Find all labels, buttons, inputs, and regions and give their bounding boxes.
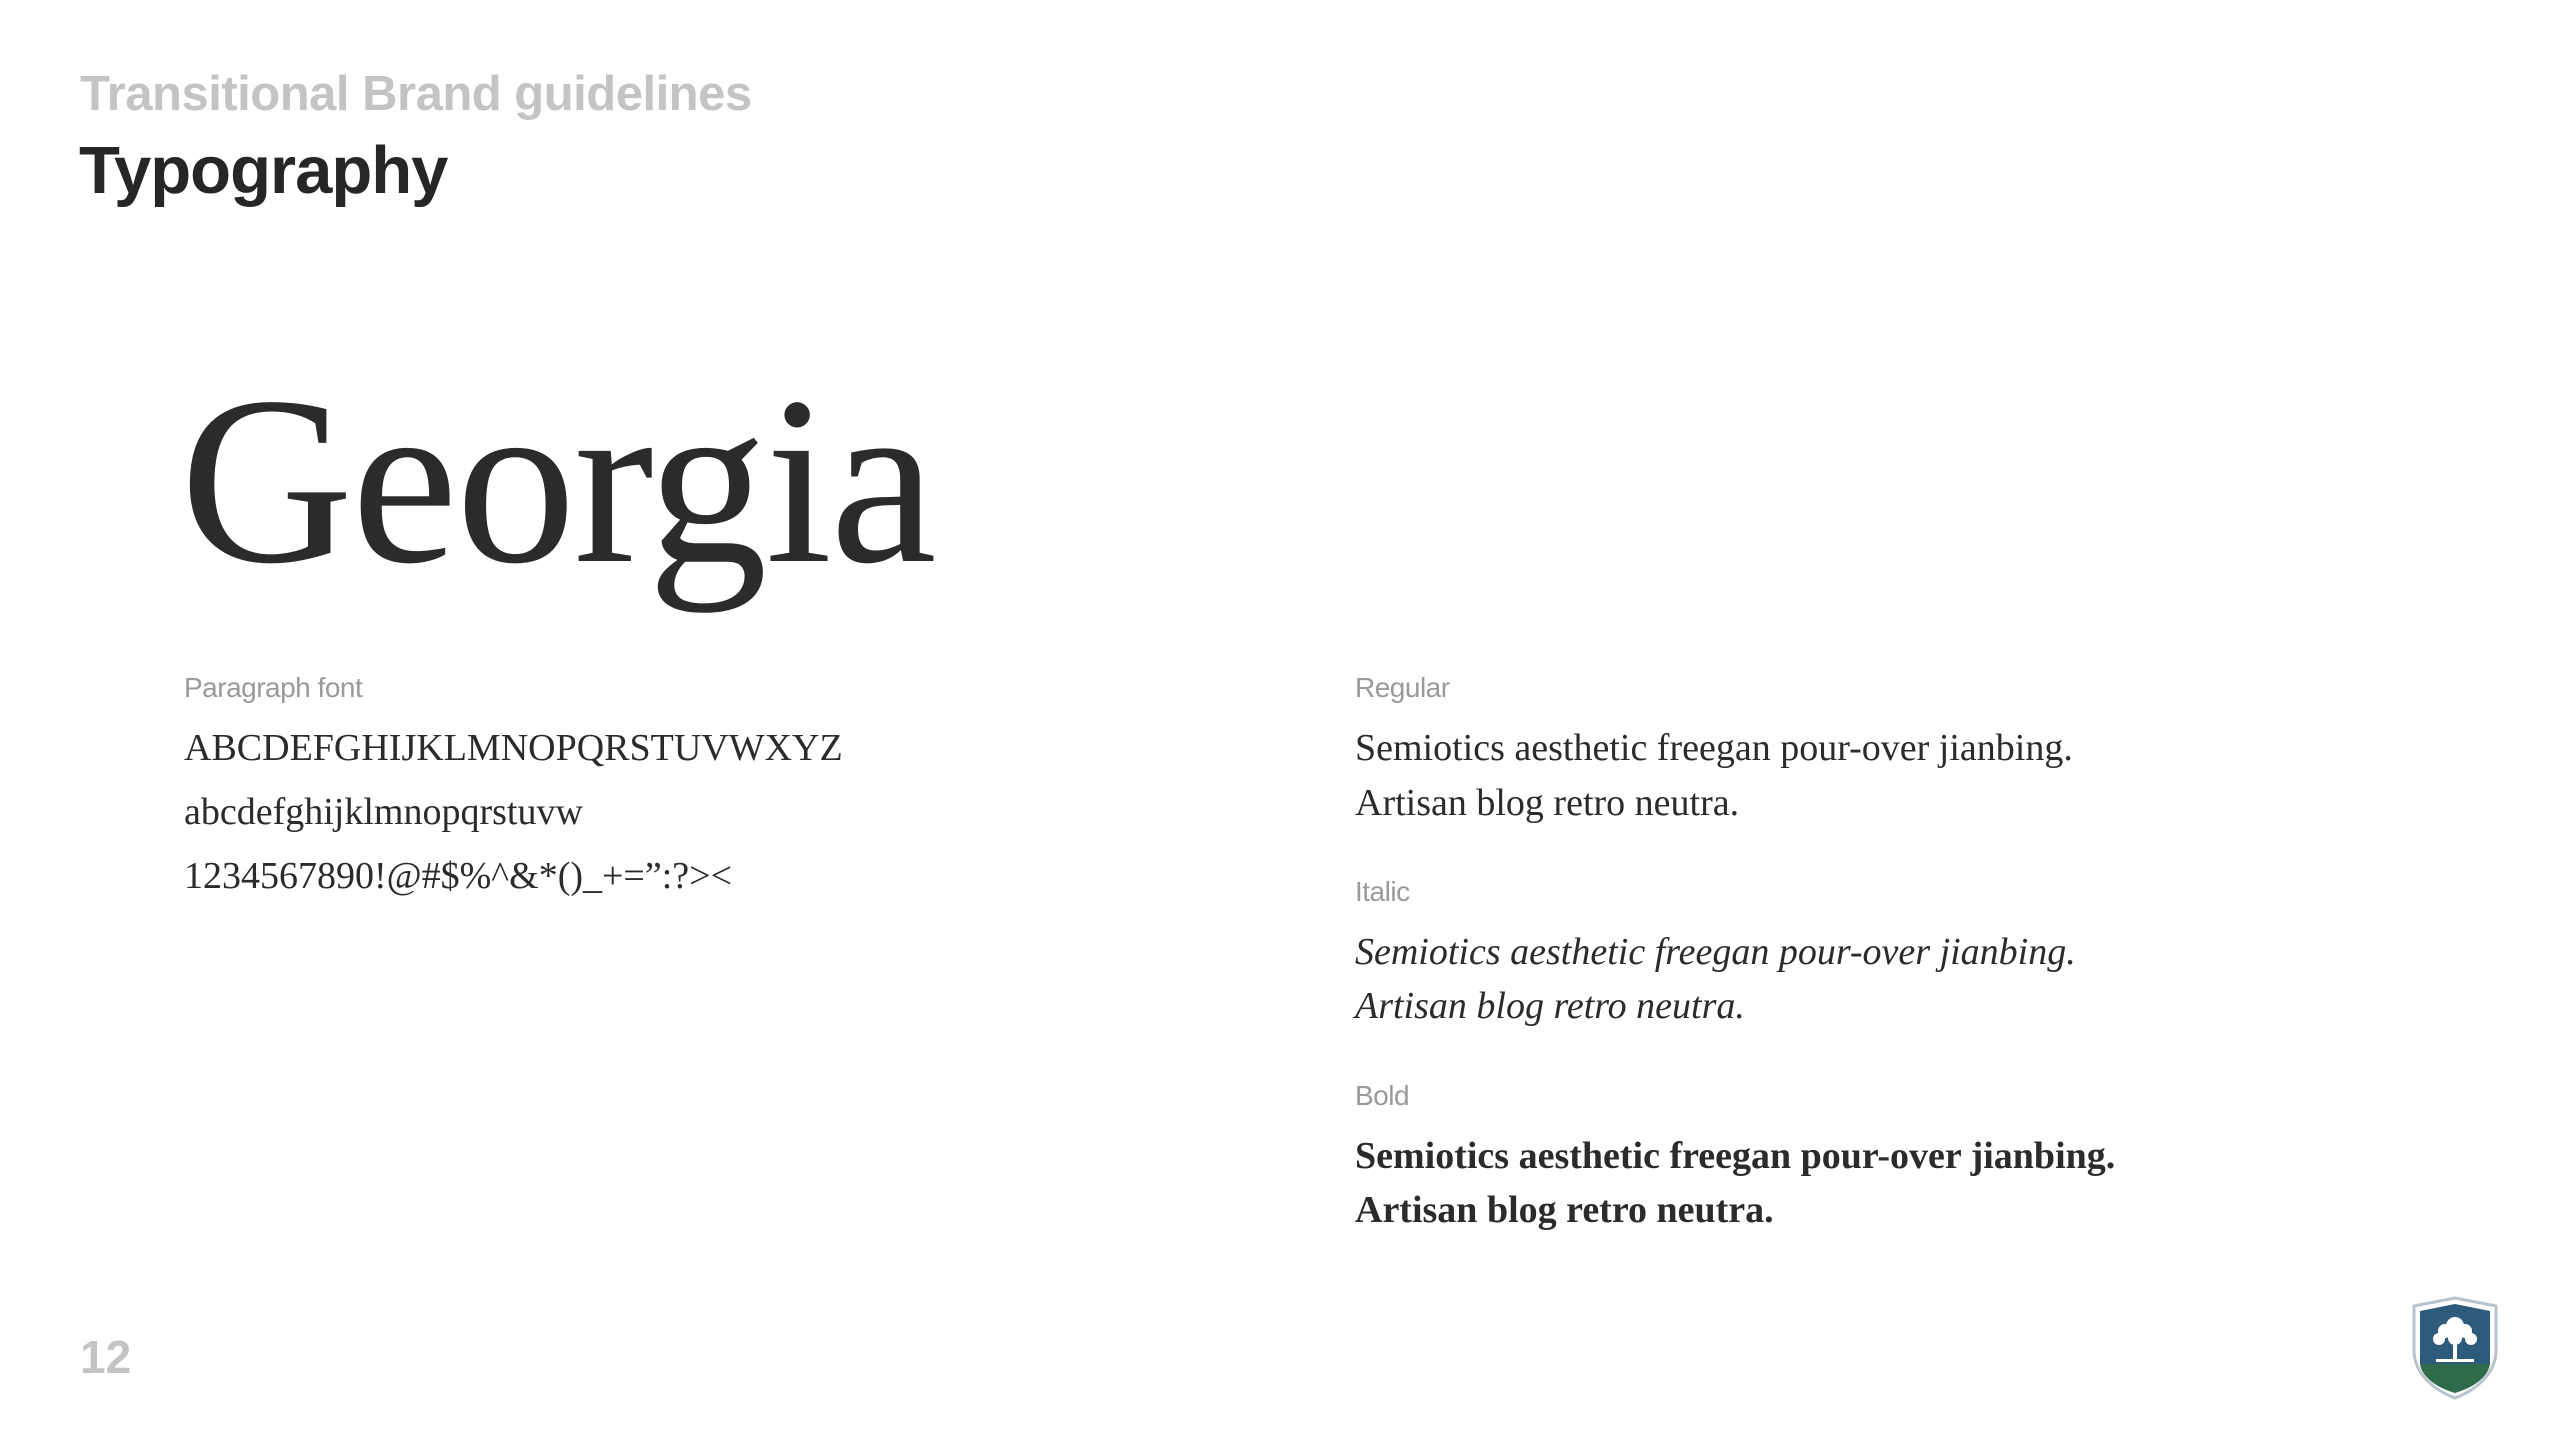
regular-sample-line2: Artisan blog retro neutra.: [1355, 782, 1740, 824]
italic-sample-line1: Semiotics aesthetic freegan pour-over jianbing.: [1355, 931, 2076, 973]
page-title: Typography: [79, 133, 448, 208]
bold-sample-line1: Semiotics aesthetic freegan pour-over jianbing.: [1355, 1135, 2116, 1177]
tree-shield-logo-icon: [2410, 1296, 2500, 1400]
bold-sample-line2: Artisan blog retro neutra.: [1355, 1189, 1774, 1231]
bold-label: Bold: [1355, 1080, 1410, 1111]
italic-label: Italic: [1355, 876, 1410, 907]
symbols-sample: 1234567890!@#$%^&*()_+=”:?><: [184, 855, 733, 897]
regular-sample-line1: Semiotics aesthetic freegan pour-over jianbing.: [1355, 727, 2073, 769]
page-number: 12: [80, 1331, 132, 1383]
header-eyebrow: Transitional Brand guidelines: [80, 67, 752, 121]
font-name-display: Georgia: [180, 347, 935, 613]
paragraph-font-label: Paragraph font: [184, 672, 363, 703]
italic-sample-line2: Artisan blog retro neutra.: [1355, 985, 1745, 1027]
shield-green-field: [2420, 1364, 2490, 1393]
regular-label: Regular: [1355, 672, 1450, 703]
lowercase-sample: abcdefghijklmnopqrstuvw: [184, 791, 583, 833]
uppercase-sample: ABCDEFGHIJKLMNOPQRSTUVWXYZ: [184, 727, 843, 769]
